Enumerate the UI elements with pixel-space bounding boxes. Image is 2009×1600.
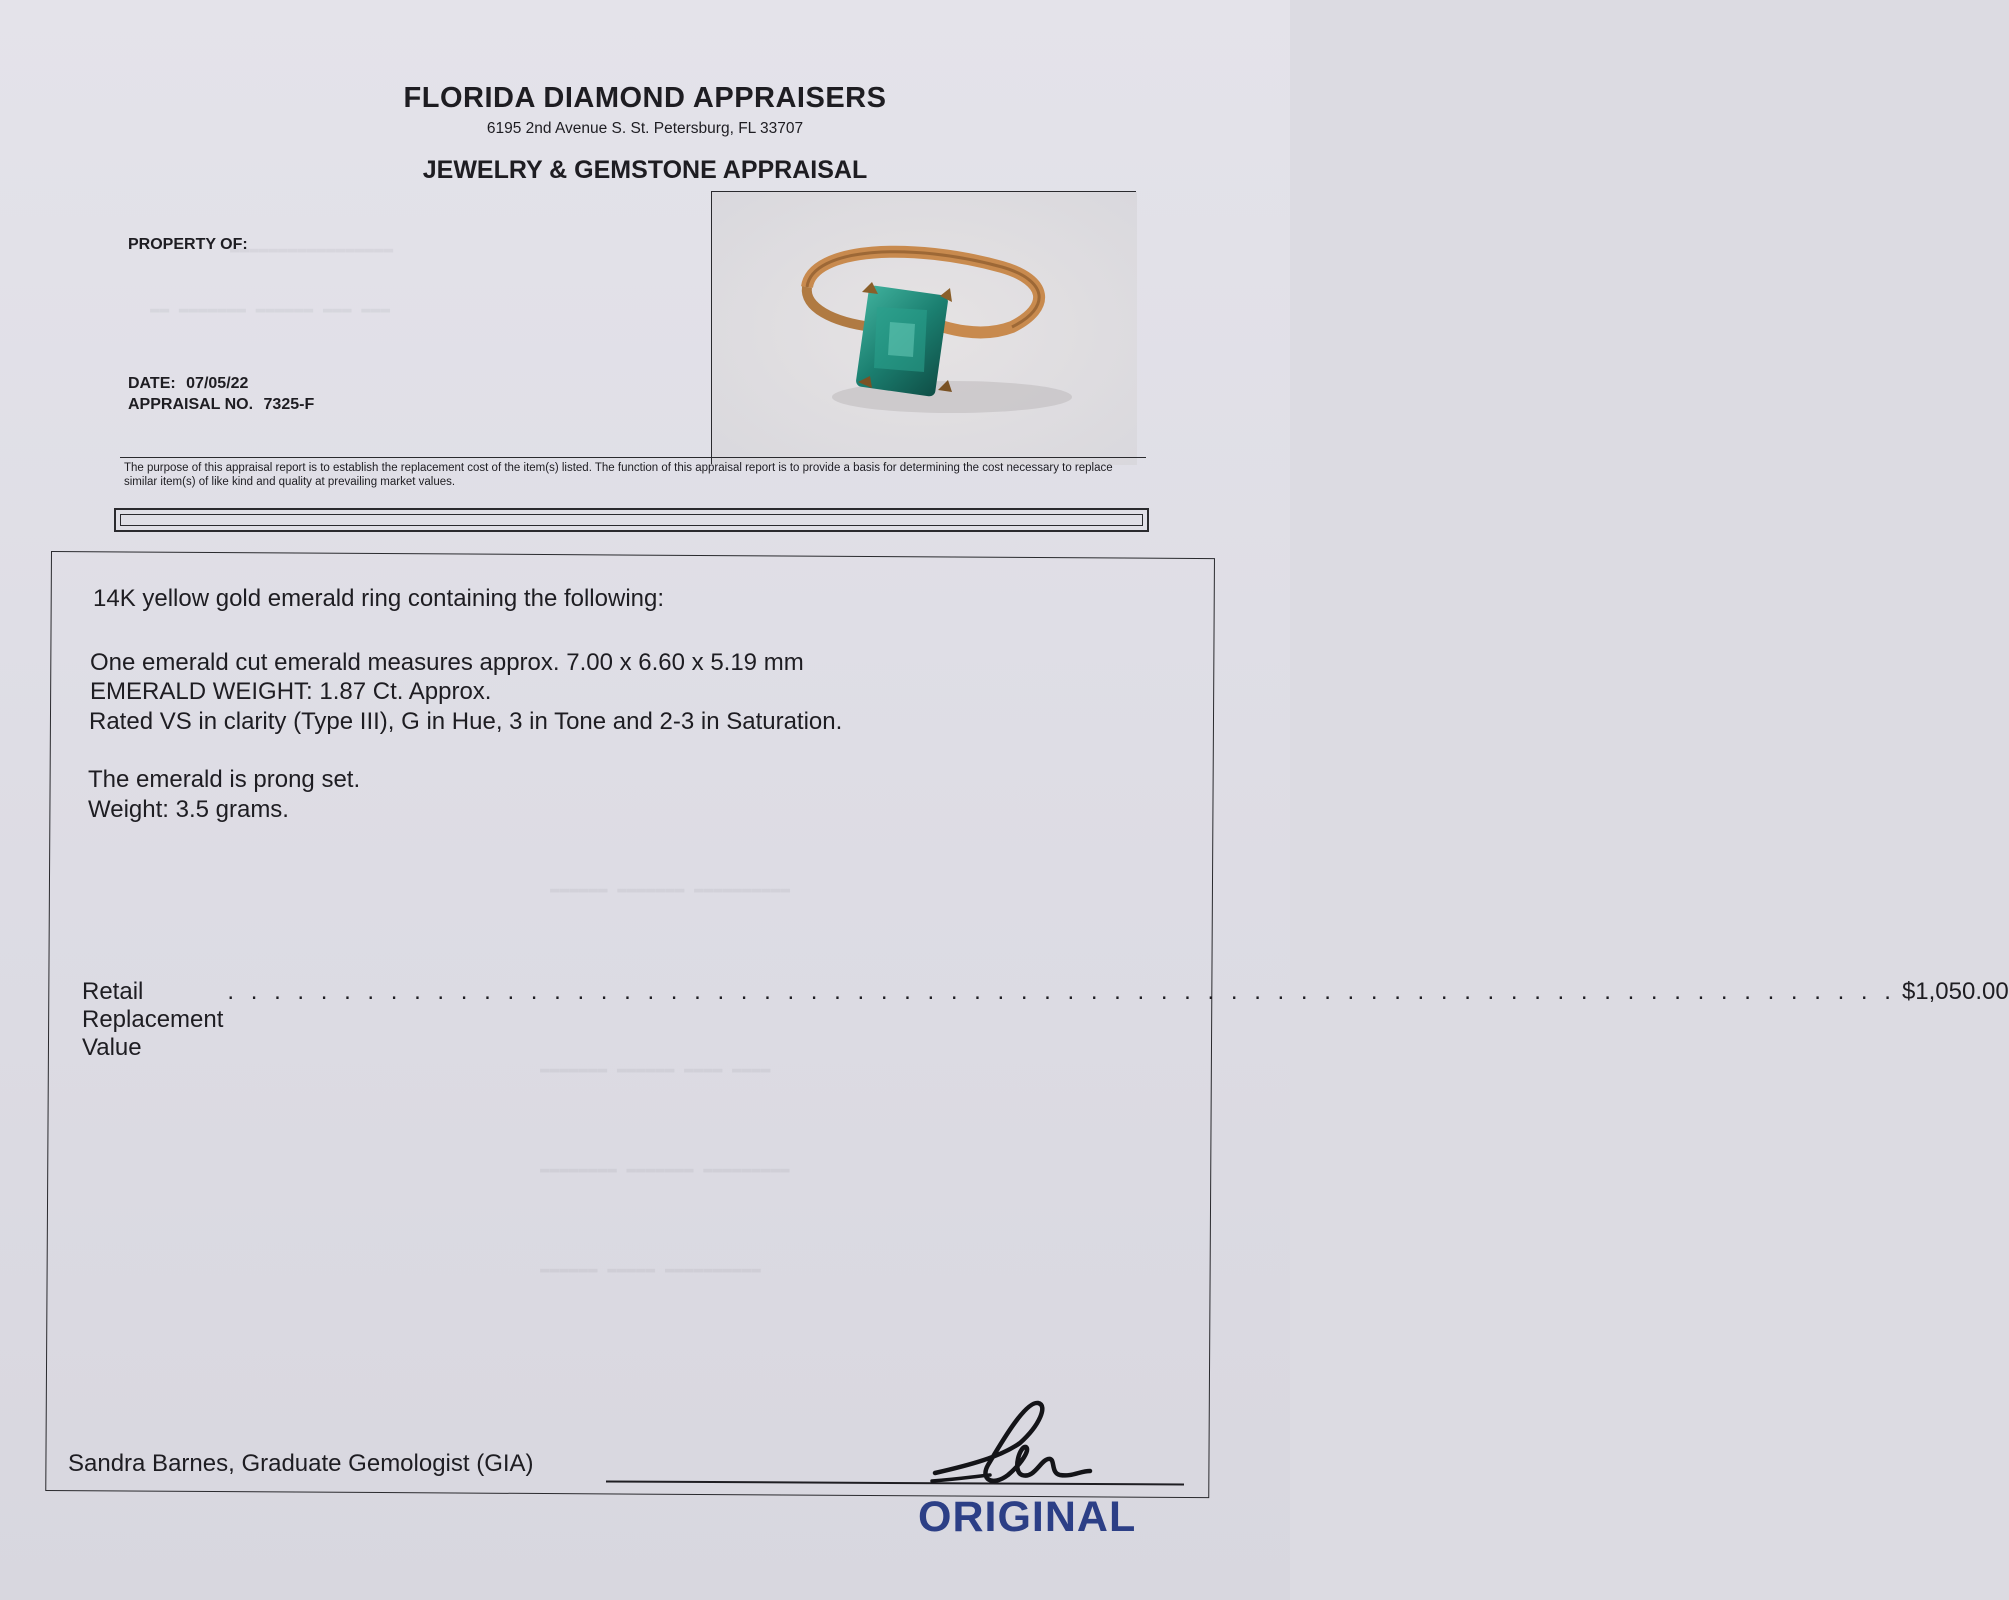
handwritten-signature [930, 1395, 1110, 1505]
ring-photo [711, 191, 1136, 464]
stone-weight: EMERALD WEIGHT: 1.87 Ct. Approx. [90, 678, 492, 705]
property-of-label: PROPERTY OF: [128, 236, 248, 253]
date-value: 07/05/22 [186, 375, 249, 392]
appraisal-number-row [128, 396, 314, 414]
valuation-label: Retail Replacement Value [82, 978, 224, 1061]
show-through: ▬▬▬▬▬▬ ▬▬▬▬▬ ▬▬▬▬▬▬▬▬▬▬ [540, 1260, 761, 1278]
item-weight: Weight: 3.5 grams. [88, 796, 289, 823]
stone-rating: Rated VS in clarity (Type III), G in Hue, 3 in Tone and 2-3 in Saturation. [89, 708, 843, 735]
company-address: 6195 2nd Avenue S. St. Petersburg, FL 33707 [486, 120, 804, 137]
ring-illustration [712, 192, 1137, 465]
date-row [128, 375, 248, 393]
date-label: DATE: [128, 375, 176, 392]
valuation-amount: $1,050.00 [1901, 978, 2009, 1005]
signer-row [68, 1450, 534, 1478]
appraisal-number-label: APPRAISAL NO. [128, 396, 254, 413]
purpose-statement: The purpose of this appraisal report is to establish the replacement cost of the item(s) listed. The function of this appraisal report is to provide a basis for determining the cost necessary to replace similar item(s) of like kind and quality at prevailing market values. [124, 462, 1113, 488]
document-title: JEWELRY & GEMSTONE APPRAISAL [422, 156, 868, 184]
signer-name: Sandra Barnes, Graduate Gemologist (GIA) [68, 1450, 534, 1477]
company-name: FLORIDA DIAMOND APPRAISERS [403, 82, 887, 114]
show-through: ▬▬▬▬▬▬▬ ▬▬▬▬▬▬ ▬▬▬▬ ▬▬▬▬ [540, 1060, 771, 1078]
show-through: ▬▬▬▬▬▬▬▬▬▬▬▬▬▬▬▬▬ [230, 240, 394, 258]
show-through: ▬▬▬▬▬▬▬▬ ▬▬▬▬▬▬▬ ▬▬▬▬▬▬▬▬▬ [540, 1160, 790, 1178]
leader-dots: . . . . . . . . . . . . . . . . . . . . . . . . . . . . . . . . . . . . . . . . . . . . . . . . . . . . . . . . . . . . . . . . . . . . . . . . [227, 978, 1896, 1005]
show-through: ▬▬ ▬▬▬▬▬▬▬ ▬▬▬▬▬▬ ▬▬▬ ▬▬▬ [150, 300, 391, 318]
appraisal-number-value: 7325-F [263, 396, 315, 413]
setting-description: The emerald is prong set. [88, 766, 361, 793]
valuation-row [82, 978, 2009, 1062]
original-stamp: ORIGINAL [918, 1493, 1137, 1541]
item-summary: 14K yellow gold emerald ring containing the following: [93, 585, 665, 612]
double-border-bar [114, 508, 1149, 532]
show-through: ▬▬▬▬▬▬ ▬▬▬▬▬▬▬ ▬▬▬▬▬▬▬▬▬▬ [550, 880, 791, 898]
header-rule [120, 457, 1146, 458]
stone-measurements: One emerald cut emerald measures approx. 7.00 x 6.60 x 5.19 mm [90, 649, 804, 676]
